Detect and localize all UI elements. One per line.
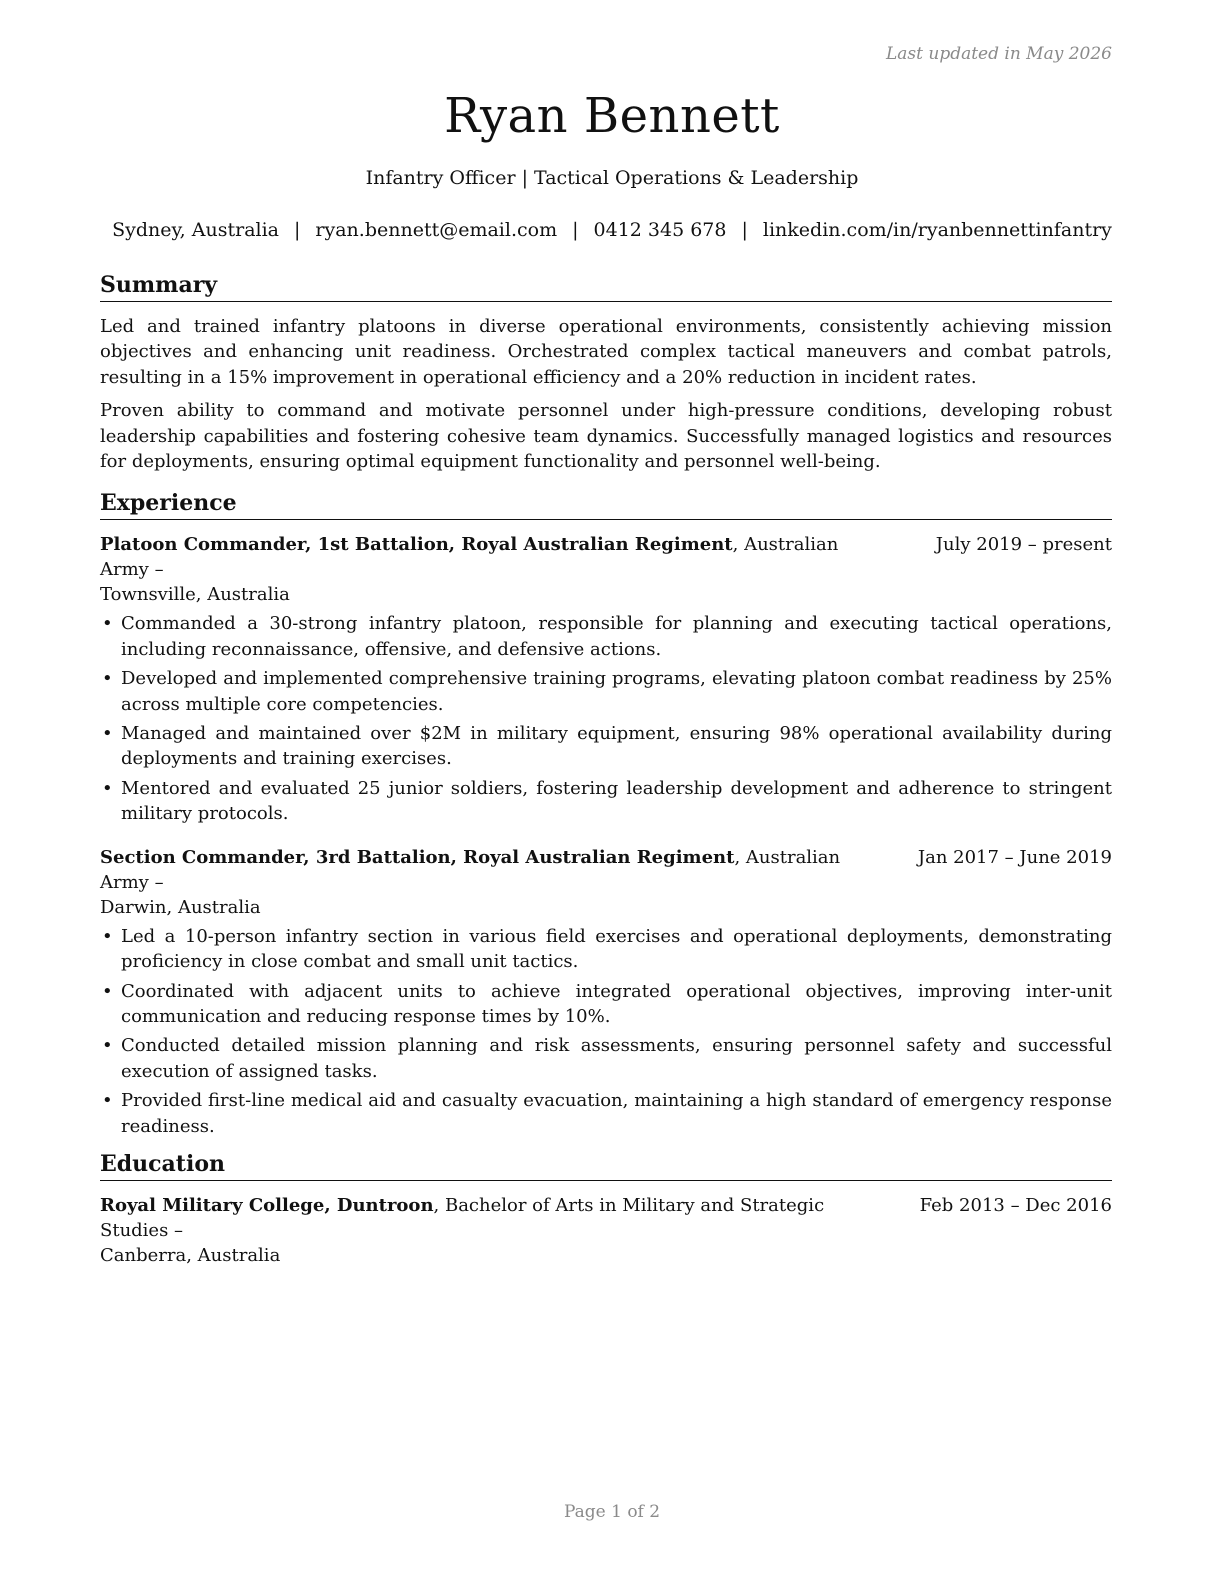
education-section bbox=[100, 1149, 1112, 1268]
job-bullet-list bbox=[100, 611, 1112, 826]
bullet-glyph: • bbox=[102, 613, 113, 635]
bullet-glyph: • bbox=[102, 723, 113, 745]
bullet-text: Commanded a 30-strong infantry platoon, responsible for planning and executing tactical operations, including reconnaissance, offensive, and defensive actions. bbox=[121, 613, 1112, 660]
experience-entry bbox=[100, 845, 1112, 1139]
section-heading-experience: Experience bbox=[100, 488, 1112, 520]
bullet-text: Conducted detailed mission planning and risk assessments, ensuring personnel safety and successful execution of assigned tasks. bbox=[121, 1035, 1112, 1082]
bullet-glyph: • bbox=[102, 777, 113, 799]
summary-section bbox=[100, 270, 1112, 474]
list-item bbox=[100, 666, 1112, 717]
job-organization: , Australian Army – bbox=[100, 534, 839, 581]
experience-header bbox=[100, 845, 1112, 920]
job-role: Section Commander, 3rd Battalion, Royal Australian Regiment bbox=[100, 846, 735, 868]
bullet-text: Mentored and evaluated 25 junior soldiers, fostering leadership development and adherence to stringent military protocols. bbox=[121, 777, 1112, 825]
contact-separator: | bbox=[294, 219, 301, 241]
section-heading-summary: Summary bbox=[100, 270, 1112, 302]
contact-separator: | bbox=[741, 219, 748, 241]
contact-phone[interactable]: 0412 345 678 bbox=[593, 219, 727, 241]
list-item bbox=[100, 721, 1112, 772]
bullet-glyph: • bbox=[102, 1090, 113, 1112]
list-item bbox=[100, 611, 1112, 662]
job-location: Townsville, Australia bbox=[100, 584, 290, 606]
bullet-glyph: • bbox=[102, 925, 113, 947]
candidate-headline: Infantry Officer | Tactical Operations & Leadership bbox=[365, 167, 859, 189]
bullet-text: Developed and implemented comprehensive training programs, elevating platoon combat readiness by 25% across multiple core competencies. bbox=[121, 668, 1112, 715]
list-item bbox=[100, 776, 1112, 827]
education-degree: , Bachelor of Arts in Military and Strategic Studies – bbox=[100, 1194, 825, 1241]
bullet-text: Coordinated with adjacent units to achieve integrated operational objectives, improving inter-unit communication and reducing response times by 10%. bbox=[121, 980, 1112, 1027]
education-institution: Royal Military College, Duntroon bbox=[100, 1194, 434, 1216]
bullet-glyph: • bbox=[102, 980, 113, 1002]
job-location: Darwin, Australia bbox=[100, 896, 261, 918]
contact-separator: | bbox=[572, 219, 579, 241]
contact-line bbox=[0, 219, 1224, 241]
summary-paragraph: Led and trained infantry platoons in diverse operational environments, consistently achieving mission objectives and enhancing unit readiness. Orchestrated complex tactical maneuvers and combat patrols, resulting in a 15% improvement in operational efficiency and a 20% reduction in incident rates. bbox=[100, 316, 1112, 388]
bullet-glyph: • bbox=[102, 1035, 113, 1057]
education-entry bbox=[100, 1193, 1112, 1268]
list-item bbox=[100, 1033, 1112, 1084]
contact-email[interactable]: ryan.bennett@email.com bbox=[315, 219, 558, 241]
job-bullet-list bbox=[100, 924, 1112, 1139]
experience-header bbox=[100, 532, 1112, 607]
bullet-glyph: • bbox=[102, 668, 113, 690]
experience-title-block bbox=[100, 845, 890, 920]
summary-paragraph: Proven ability to command and motivate personnel under high-pressure conditions, developing robust leadership capabilities and fostering cohesive team dynamics. Successfully managed logistics and resources for deployments, ensuring optimal equipment functionality and personnel well-being. bbox=[100, 400, 1112, 473]
job-dates: Jan 2017 – June 2019 bbox=[917, 846, 1112, 868]
list-item bbox=[100, 1088, 1112, 1139]
resume-body bbox=[100, 270, 1112, 1268]
list-item bbox=[100, 924, 1112, 975]
bullet-text: Provided first-line medical aid and casualty evacuation, maintaining a high standard of emergency response readiness. bbox=[121, 1090, 1112, 1137]
bullet-text: Managed and maintained over $2M in military equipment, ensuring 98% operational availability during deployments and training exercises. bbox=[121, 723, 1112, 770]
job-dates: July 2019 – present bbox=[935, 534, 1112, 556]
contact-location: Sydney, Australia bbox=[112, 219, 279, 241]
contact-linkedin[interactable]: linkedin.com/in/ryanbennettinfantry bbox=[762, 219, 1112, 241]
education-dates: Feb 2013 – Dec 2016 bbox=[919, 1194, 1112, 1216]
experience-section bbox=[100, 488, 1112, 1139]
section-heading-education: Education bbox=[100, 1149, 1112, 1181]
education-title-block bbox=[100, 1193, 890, 1268]
job-role: Platoon Commander, 1st Battalion, Royal Australian Regiment bbox=[100, 534, 733, 556]
education-location: Canberra, Australia bbox=[100, 1244, 281, 1266]
candidate-name: Ryan Bennett bbox=[444, 88, 780, 144]
page-number: Page 1 of 2 bbox=[563, 1502, 661, 1522]
job-organization: , Australian Army – bbox=[100, 846, 841, 893]
last-updated-note: Last updated in May 2026 bbox=[885, 44, 1112, 64]
list-item bbox=[100, 979, 1112, 1030]
experience-entry bbox=[100, 532, 1112, 826]
bullet-text: Led a 10-person infantry section in various field exercises and operational deployments, demonstrating proficiency in close combat and small unit tactics. bbox=[121, 925, 1112, 973]
experience-title-block bbox=[100, 532, 890, 607]
